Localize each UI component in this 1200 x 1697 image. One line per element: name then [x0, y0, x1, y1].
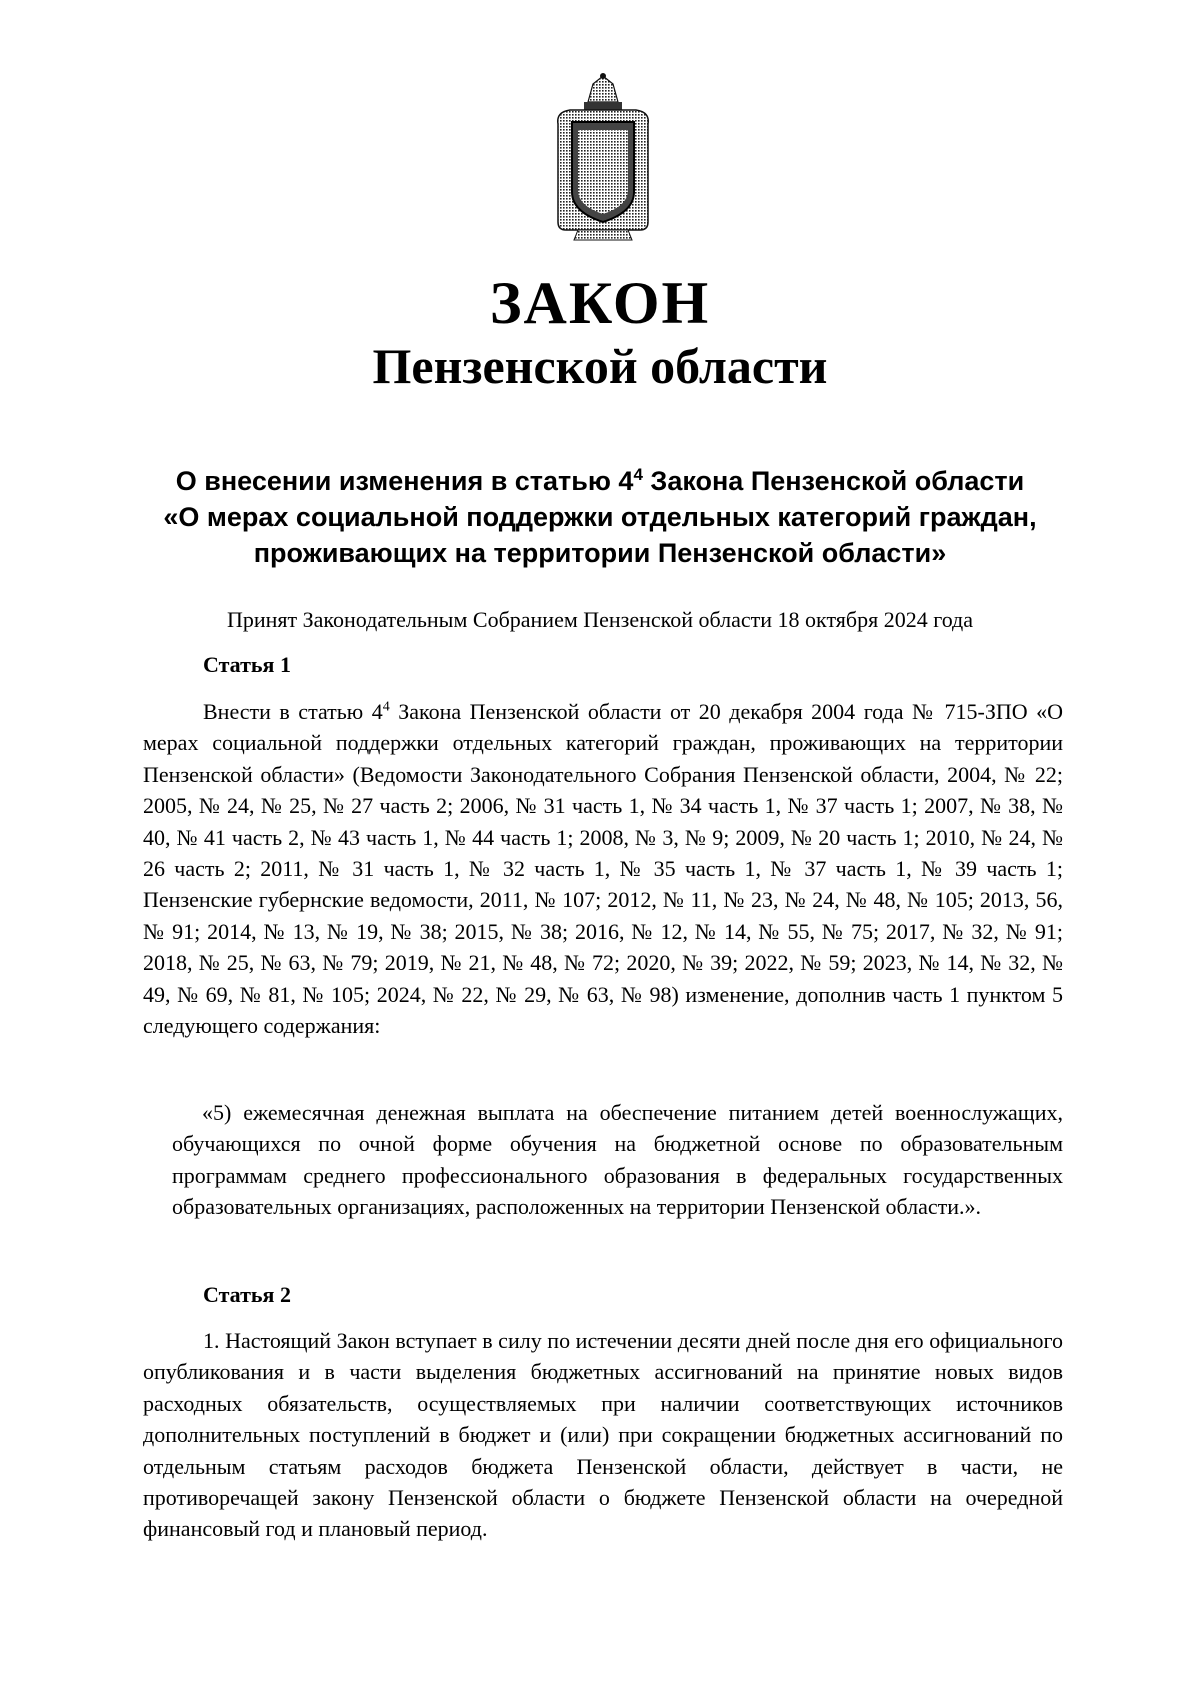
article-1-sup: 4	[382, 699, 390, 715]
subtitle-line2: «О мерах социальной поддержки отдельных категорий граждан,	[163, 502, 1037, 532]
law-subtitle	[100, 463, 1100, 571]
article-2-paragraph-1: 1. Настоящий Закон вступает в силу по истечении десяти дней после дня его официального опубликования и в части выделения бюджетных ассигнований на принятие новых видов расходных обязательств, осуществляемых при наличии соответствующих источников дополнительных поступлений в бюджет и (или) при сокращении бюджетных ассигнований по отдельным статьям расходов бюджета Пензенской области, действует в части, не противоречащей закону Пензенской области о бюджете Пензенской области на очередной финансовый год и плановый период.	[143, 1328, 1063, 1542]
article-1-text	[143, 696, 1063, 1041]
article-1-heading: Статья 1	[203, 652, 291, 677]
subtitle-line1-pre: О внесении изменения в статью 4	[175, 466, 634, 496]
subtitle-line3: проживающих на территории Пензенской области»	[253, 538, 947, 568]
law-title: ЗАКОН	[489, 270, 711, 336]
adoption-note: Принят Законодательным Собранием Пензенской области 18 октября 2024 года	[226, 607, 974, 632]
article-2-heading: Статья 2	[203, 1282, 291, 1307]
coat-of-arms-icon	[548, 72, 658, 242]
article-1-quote: «5) ежемесячная денежная выплата на обеспечение питанием детей военнослужащих, обучающихся по очной форме обучения на бюджетной основе по образовательным программам среднего профессионального образования в федеральных государственных образовательных организациях, расположенных на территории Пензенской области.».	[172, 1100, 1063, 1220]
article-1-text-post: Закона Пензенской области от 20 декабря 2004 года № 715-ЗПО «О мерах социальной поддержки отдельных категорий граждан, проживающих на территории Пензенской области» (Ведомости Законодательного Собрания Пензенской области, 2004, № 22; 2005, № 24, № 25, № 27 часть 2; 2006, № 31 часть 1, № 34 часть 1, № 37 часть 1; 2007, № 38, № 40, № 41 часть 2, № 43 часть 1, № 44 часть 1; 2008, № 3, № 9; 2009, № 20 часть 1; 2010, № 24, № 26 часть 2; 2011, № 31 часть 1, № 32 часть 1, № 35 часть 1, № 37 часть 1, № 39 часть 1; Пензенские губернские ведомости, 2011, № 107; 2012, № 11, № 23, № 24, № 48, № 105; 2013, 56, № 91; 2014, № 13, № 19, № 38; 2015, № 38; 2016, № 12, № 14, № 55, № 75; 2017, № 32, № 91; 2018, № 25, № 63, № 79; 2019, № 21, № 48, № 72; 2020, № 39; 2022, № 59; 2023, № 14, № 32, № 49, № 69, № 81, № 105; 2024, № 22, № 29, № 63, № 98) изменение, дополнив часть 1 пунктом 5 следующего содержания:	[143, 699, 1064, 1039]
subtitle-line1-post: Закона Пензенской области	[642, 466, 1025, 496]
article-1-text-pre: Внести в статью 4	[203, 699, 383, 724]
subtitle-sup: 4	[633, 465, 643, 484]
law-region: Пензенской области	[372, 338, 828, 394]
